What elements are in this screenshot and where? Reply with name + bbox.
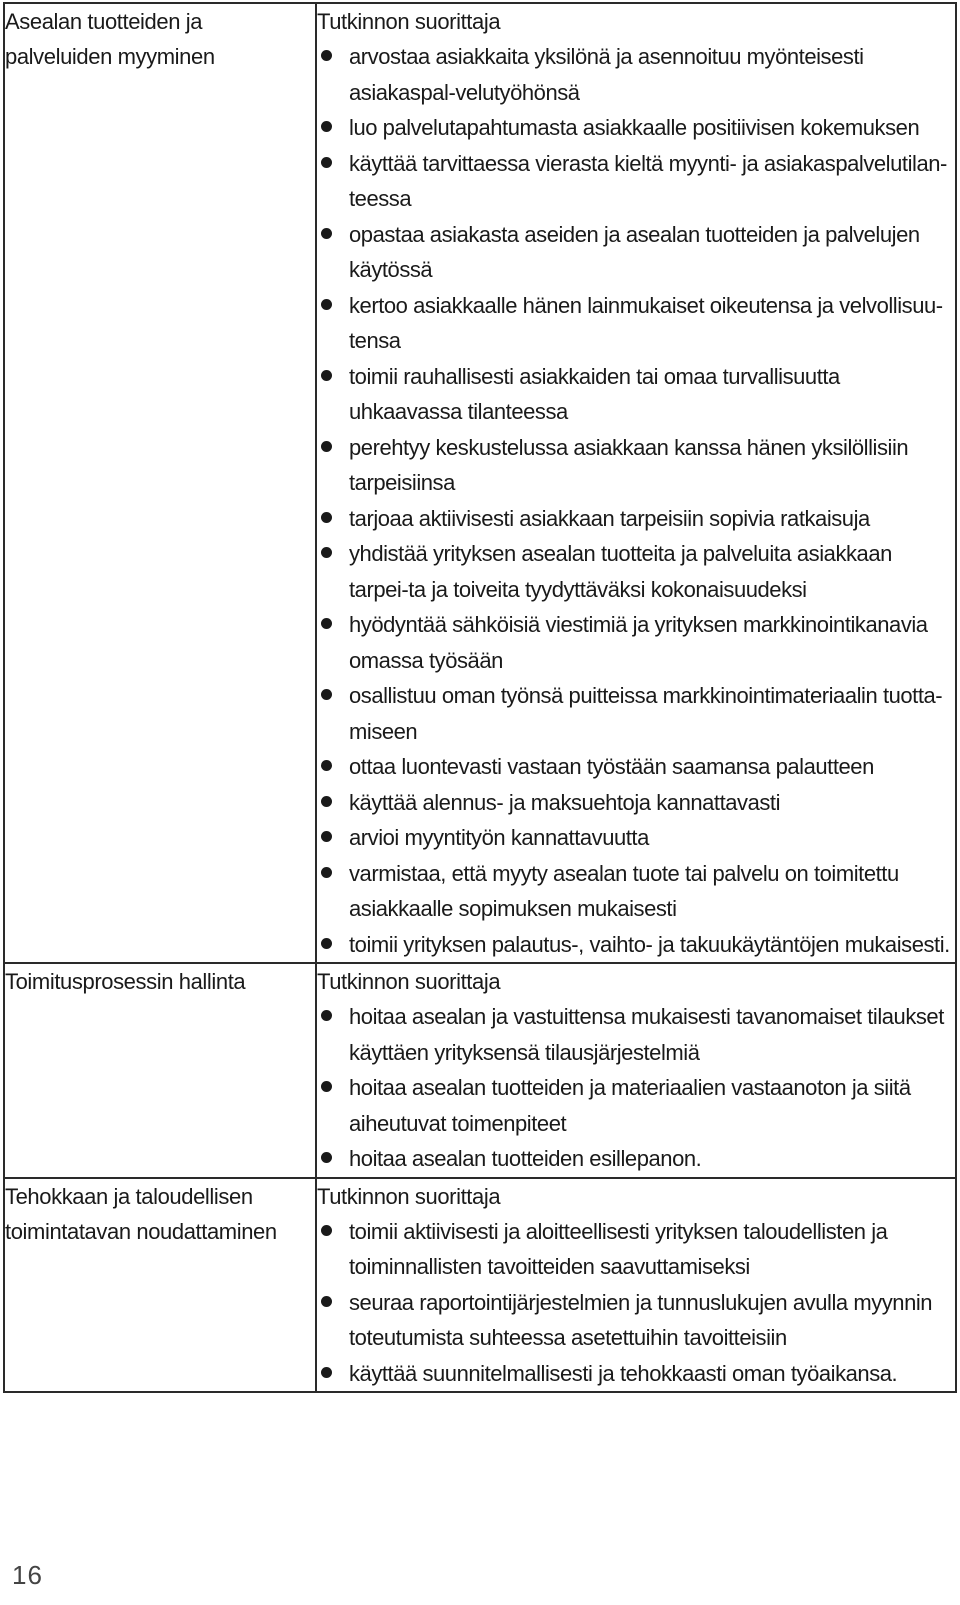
criteria-list	[317, 1214, 955, 1392]
list-item	[317, 430, 955, 501]
list-item-text: varmistaa, että myyty asealan tuote tai palvelu on toimitettu asiakkaalle sopimuksen mukaisesti	[349, 860, 899, 921]
list-item	[317, 217, 955, 288]
bullet-icon	[321, 938, 332, 949]
table-row	[4, 963, 956, 1178]
section-heading: Tutkinnon suorittaja	[317, 9, 501, 34]
list-item-text: toimii yrityksen palautus-, vaihto- ja takuukäytäntöjen mukaisesti.	[349, 931, 950, 957]
list-item	[317, 1214, 955, 1285]
bullet-icon	[321, 1081, 332, 1092]
row-label-text: Toimitusprosessin hallinta	[5, 969, 246, 994]
bullet-icon	[321, 1010, 332, 1021]
list-item	[317, 501, 955, 537]
list-item-text: perehtyy keskustelussa asiakkaan kanssa hänen yksilöllisiin tarpeisiinsa	[349, 434, 909, 495]
list-item	[317, 927, 955, 963]
list-item	[317, 1070, 955, 1141]
list-item-text: hoitaa asealan ja vastuittensa mukaisesti tavanomaiset tilaukset käyttäen yrityksensä tilausjärjestelmiä	[349, 1004, 944, 1065]
list-item	[317, 1141, 955, 1177]
list-item	[317, 678, 955, 749]
list-item-text: hoitaa asealan tuotteiden ja materiaalien vastaanoton ja siitä aiheutuvat toimenpiteet	[349, 1075, 911, 1136]
table-row	[4, 1178, 956, 1393]
bullet-icon	[321, 796, 332, 807]
criteria-list	[317, 39, 955, 962]
list-item	[317, 607, 955, 678]
list-item-text: hyödyntää sähköisiä viestimiä ja yrityksen markkinointikanavia omassa työsään	[349, 612, 928, 673]
list-item-text: toimii rauhallisesti asiakkaiden tai omaa turvallisuutta uhkaavassa tilanteessa	[349, 363, 840, 424]
section-heading: Tutkinnon suorittaja	[317, 969, 501, 994]
criteria-list	[317, 999, 955, 1177]
row-content	[316, 963, 956, 1178]
section-heading: Tutkinnon suorittaja	[317, 1183, 501, 1209]
list-item-text: seuraa raportointijärjestelmien ja tunnuslukujen avulla myynnin toteutumista suhteessa asetettuihin tavoitteisiin	[349, 1289, 933, 1350]
row-content	[316, 1178, 956, 1393]
bullet-icon	[321, 370, 332, 381]
list-item	[317, 146, 955, 217]
list-item	[317, 999, 955, 1070]
list-item-text: yhdistää yrityksen asealan tuotteita ja palveluita asiakkaan tarpei-ta ja toiveita tyydyttäväksi kokonaisuudeksi	[349, 541, 892, 602]
row-label-text: Asealan tuotteiden ja palveluiden myyminen	[5, 9, 215, 69]
list-item	[317, 359, 955, 430]
list-item-text: käyttää tarvittaessa vierasta kieltä myynti- ja asiakaspalvelutilan-teessa	[349, 150, 947, 211]
row-label-text: Tehokkaan ja taloudellisen toimintatavan noudattaminen	[5, 1183, 277, 1244]
list-item	[317, 820, 955, 856]
bullet-icon	[321, 1225, 332, 1236]
list-item-text: hoitaa asealan tuotteiden esillepanon.	[349, 1146, 702, 1171]
table-row	[4, 3, 956, 963]
list-item-text: luo palvelutapahtumasta asiakkaalle positiivisen kokemuksen	[349, 115, 920, 140]
bullet-icon	[321, 1152, 332, 1163]
list-item	[317, 1285, 955, 1356]
row-label	[4, 1178, 316, 1393]
bullet-icon	[321, 157, 332, 168]
bullet-icon	[321, 1367, 332, 1378]
bullet-icon	[321, 760, 332, 771]
list-item-text: tarjoaa aktiivisesti asiakkaan tarpeisiin sopivia ratkaisuja	[349, 505, 870, 531]
bullet-icon	[321, 228, 332, 239]
list-item-text: toimii aktiivisesti ja aloitteellisesti yrityksen taloudellisten ja toiminnallisten tavoitteiden saavuttamiseksi	[349, 1218, 888, 1279]
row-content	[316, 3, 956, 963]
list-item-text: käyttää suunnitelmallisesti ja tehokkaasti oman työaikansa.	[349, 1360, 898, 1386]
list-item	[317, 39, 955, 110]
bullet-icon	[321, 50, 332, 61]
bullet-icon	[321, 689, 332, 700]
list-item-text: osallistuu oman työnsä puitteissa markkinointimateriaalin tuotta-miseen	[349, 683, 943, 744]
bullet-icon	[321, 867, 332, 878]
list-item	[317, 785, 955, 821]
list-item	[317, 110, 955, 146]
bullet-icon	[321, 831, 332, 842]
bullet-icon	[321, 547, 332, 558]
bullet-icon	[321, 512, 332, 523]
list-item-text: käyttää alennus- ja maksuehtoja kannattavasti	[349, 789, 781, 815]
list-item	[317, 749, 955, 785]
list-item-text: arvostaa asiakkaita yksilönä ja asennoituu myönteisesti asiakaspal-velutyöhönsä	[349, 44, 864, 105]
bullet-icon	[321, 618, 332, 629]
bullet-icon	[321, 441, 332, 452]
list-item-text: ottaa luontevasti vastaan työstään saamansa palautteen	[349, 754, 874, 779]
list-item-text: opastaa asiakasta aseiden ja asealan tuotteiden ja palvelujen käytössä	[349, 221, 920, 282]
list-item	[317, 536, 955, 607]
list-item-text: kertoo asiakkaalle hänen lainmukaiset oikeutensa ja velvollisuu-tensa	[349, 292, 943, 353]
list-item	[317, 856, 955, 927]
row-label	[4, 963, 316, 1178]
list-item	[317, 288, 955, 359]
bullet-icon	[321, 121, 332, 132]
bullet-icon	[321, 299, 332, 310]
bullet-icon	[321, 1296, 332, 1307]
row-label	[4, 3, 316, 963]
competence-table	[3, 2, 957, 1393]
page-number: 16	[12, 1560, 43, 1590]
list-item-text: arvioi myyntityön kannattavuutta	[349, 825, 649, 850]
list-item	[317, 1356, 955, 1392]
